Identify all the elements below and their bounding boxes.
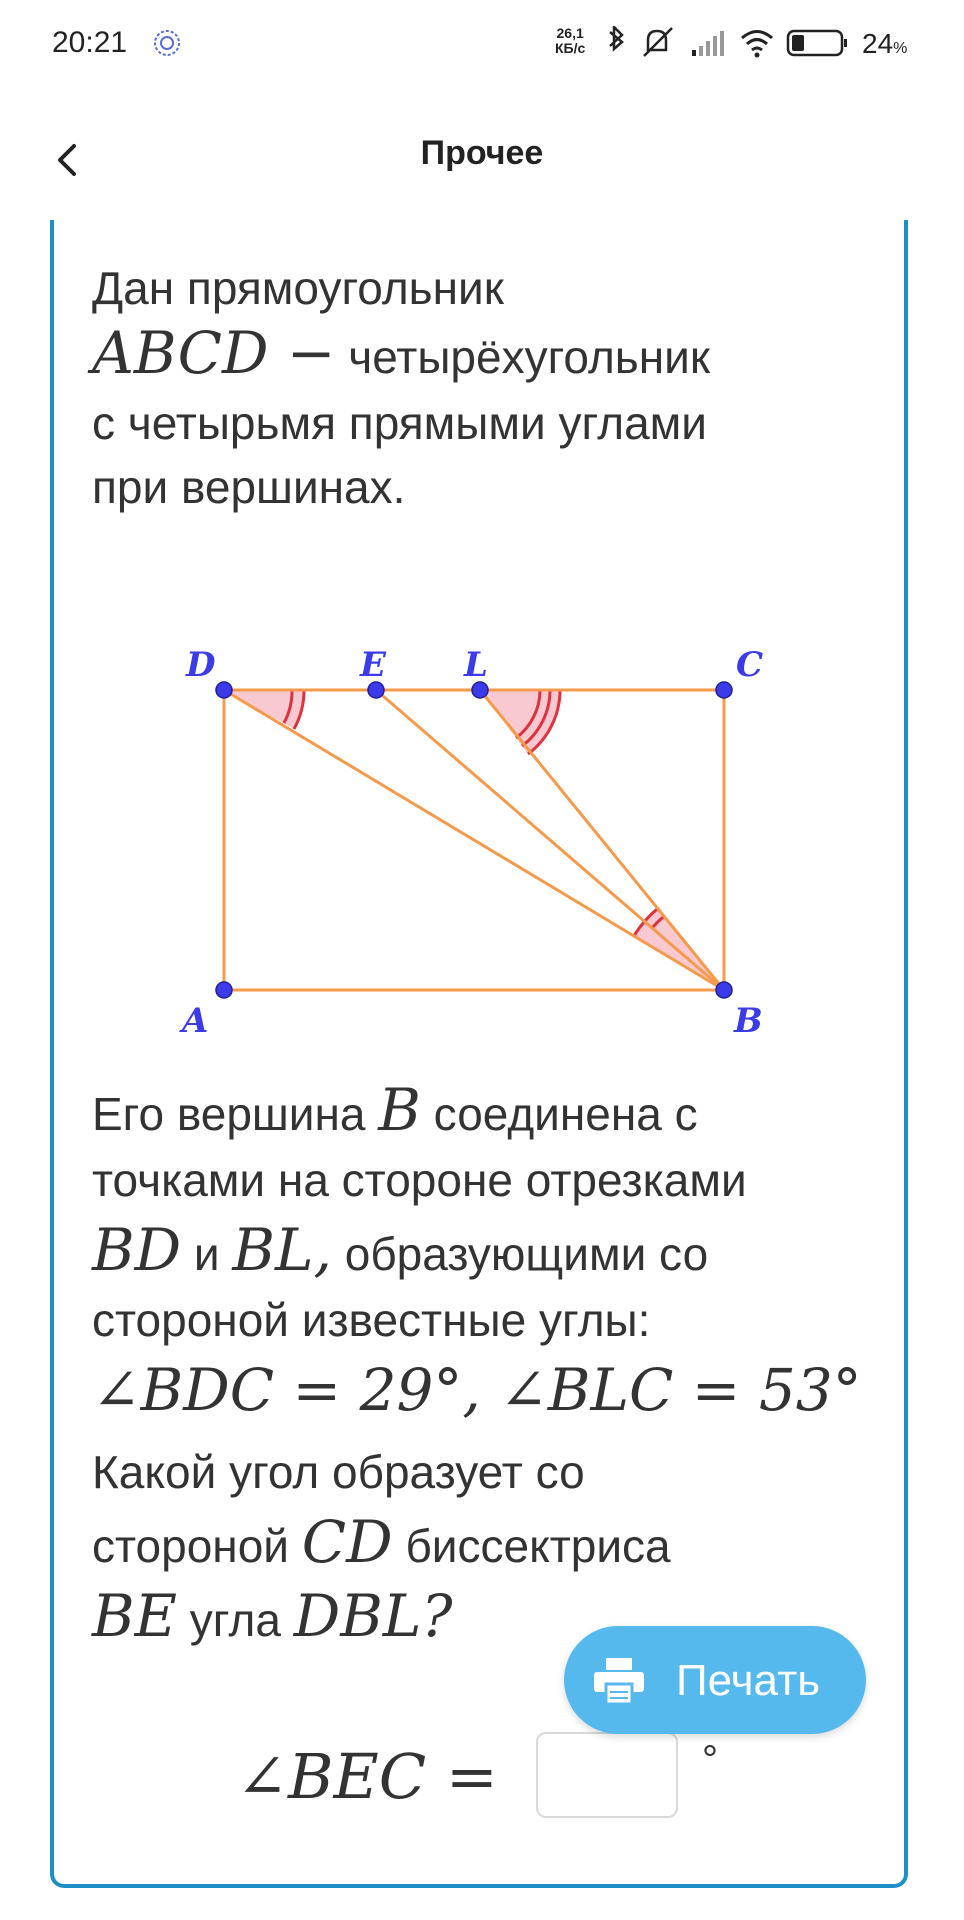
math-expression: B	[378, 1076, 421, 1144]
segment-db	[224, 690, 724, 990]
text-fragment: биссектриса	[405, 1520, 671, 1572]
battery-unit: %	[893, 40, 908, 57]
text-fragment: образующими со	[344, 1228, 709, 1280]
point-label-b: B	[734, 1001, 763, 1041]
task-text-line	[92, 1508, 671, 1576]
point-a	[216, 982, 232, 998]
text-fragment: соединена с	[433, 1088, 698, 1140]
math-expression: BL,	[232, 1216, 332, 1284]
point-label-c: C	[736, 645, 764, 685]
answer-input[interactable]	[536, 1732, 678, 1818]
text-fragment: четырёхугольник	[348, 331, 710, 383]
answer-label: ∠BEC =	[236, 1740, 498, 1813]
text-fragment: Его вершина	[92, 1088, 366, 1140]
network-speed-unit: КБ/с	[555, 40, 586, 56]
text-fragment: стороной	[92, 1520, 289, 1572]
text-fragment: угла	[189, 1594, 281, 1646]
task-text-line: точками на стороне отрезками	[92, 1154, 747, 1206]
task-text-line	[92, 1076, 698, 1144]
print-button[interactable]	[564, 1626, 866, 1734]
point-c	[716, 682, 732, 698]
degree-sign: °	[702, 1738, 718, 1782]
app-header	[0, 90, 964, 220]
task-text-line	[92, 1356, 862, 1424]
mute-icon	[644, 28, 672, 56]
task-text-line: при вершинах.	[92, 461, 406, 513]
printer-icon	[592, 1656, 646, 1706]
given-angles: ∠BDC = 29°, ∠BLC = 53°	[92, 1356, 862, 1424]
point-label-d: D	[186, 645, 216, 685]
point-d	[216, 682, 232, 698]
math-expression: CD	[301, 1508, 393, 1576]
wifi-icon	[742, 32, 772, 58]
signal-icon	[692, 31, 724, 56]
math-expression: BD	[92, 1216, 182, 1284]
math-expression: ABCD −	[92, 319, 336, 387]
status-bar	[0, 0, 964, 90]
battery-value: 24	[862, 28, 894, 59]
math-expression: BE	[92, 1582, 177, 1650]
bluetooth-icon	[610, 27, 622, 49]
task-text-line	[92, 319, 710, 387]
math-expression: DBL?	[293, 1582, 453, 1650]
status-time: 20:21	[52, 26, 128, 59]
network-speed	[555, 26, 585, 56]
network-speed-value: 26,1	[556, 25, 584, 41]
point-label-e: E	[360, 645, 386, 685]
battery-percent	[862, 28, 907, 60]
segment-eb	[376, 690, 724, 990]
point-label-a: A	[182, 1001, 209, 1041]
point-b	[716, 982, 732, 998]
point-label-l: L	[464, 645, 488, 685]
text-fragment: и	[193, 1228, 220, 1280]
segment-lb	[480, 690, 724, 990]
print-button-label: Печать	[676, 1656, 821, 1705]
status-icons	[602, 26, 852, 60]
task-text-line: стороной известные углы:	[92, 1294, 651, 1346]
page-title: Прочее	[420, 134, 544, 172]
task-text-line: с четырьмя прямыми углами	[92, 397, 707, 449]
task-text-line	[92, 1582, 453, 1650]
vpn-globe-icon	[152, 28, 182, 58]
task-text-line	[92, 1216, 709, 1284]
geometry-figure	[114, 565, 874, 1045]
task-text-line: Дан прямоугольник	[92, 262, 504, 314]
battery-icon	[788, 31, 847, 55]
task-text-line: Какой угол образует со	[92, 1446, 585, 1498]
